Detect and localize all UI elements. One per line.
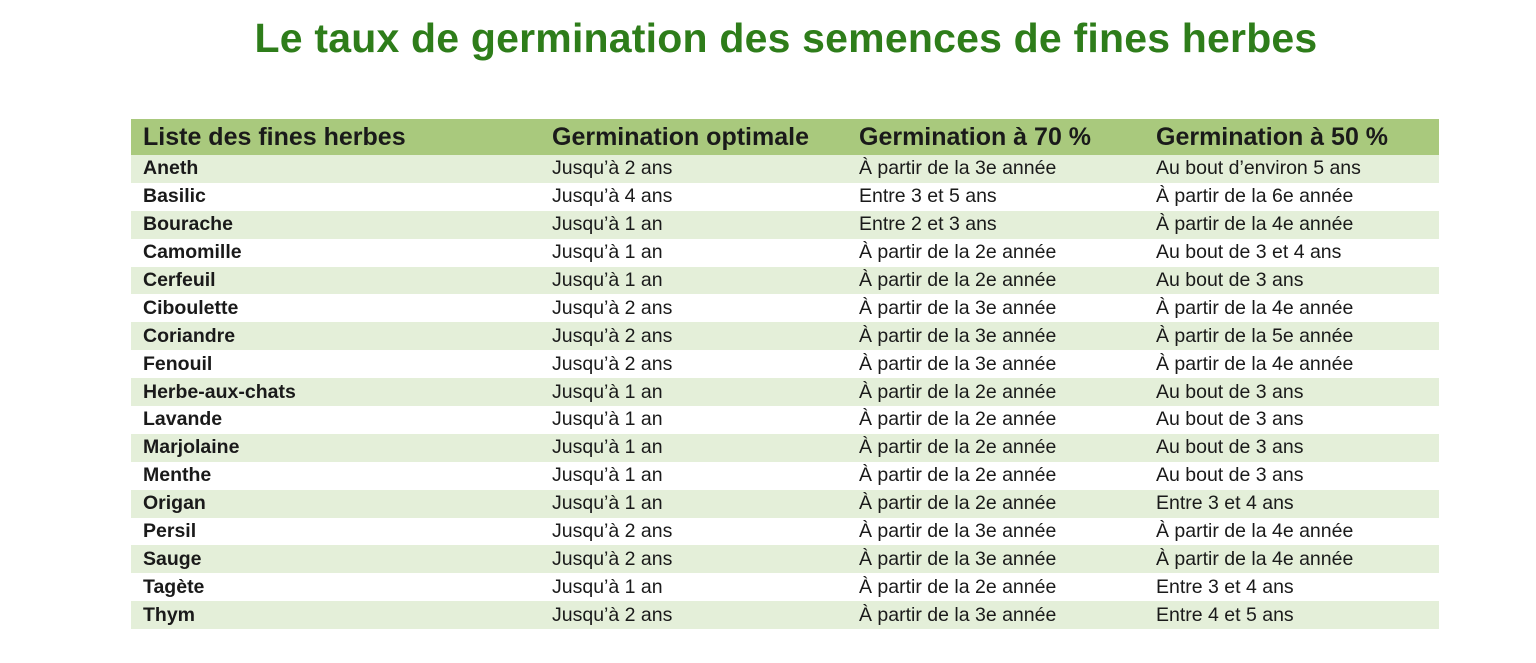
germination-70-cell: À partir de la 2e année: [859, 492, 1057, 515]
germination-70-cell: À partir de la 3e année: [859, 324, 1057, 347]
column-header-70: Germination à 70 %: [859, 122, 1092, 151]
germination-50-cell: Au bout de 3 ans: [1156, 408, 1304, 431]
table-row: [131, 518, 1439, 546]
herb-name-cell: Basilic: [143, 185, 206, 208]
table-row: [131, 155, 1439, 183]
germination-50-cell: À partir de la 6e année: [1156, 185, 1354, 208]
table-row: [131, 378, 1439, 406]
herb-name-cell: Camomille: [143, 241, 242, 264]
optimal-germination-cell: Jusqu’à 2 ans: [552, 520, 673, 543]
germination-50-cell: Entre 4 et 5 ans: [1156, 603, 1294, 626]
herb-name-cell: Tagète: [143, 575, 205, 598]
herb-name-cell: Herbe-aux-chats: [143, 380, 296, 403]
optimal-germination-cell: Jusqu’à 1 an: [552, 492, 663, 515]
optimal-germination-cell: Jusqu’à 2 ans: [552, 352, 673, 375]
table-row: [131, 462, 1439, 490]
column-header-herb: Liste des fines herbes: [143, 122, 406, 151]
optimal-germination-cell: Jusqu’à 1 an: [552, 269, 663, 291]
germination-50-cell: À partir de la 4e année: [1156, 352, 1354, 375]
table-row: [131, 545, 1439, 573]
germination-70-cell: À partir de la 3e année: [859, 352, 1057, 375]
table-row: [131, 406, 1439, 434]
germination-50-cell: À partir de la 4e année: [1156, 520, 1354, 543]
germination-70-cell: À partir de la 2e année: [859, 464, 1057, 487]
table-row: [131, 434, 1439, 462]
herb-name-cell: Aneth: [143, 157, 199, 180]
germination-70-cell: À partir de la 3e année: [859, 296, 1057, 319]
germination-50-cell: Au bout de 3 ans: [1156, 464, 1304, 487]
herb-name-cell: Menthe: [143, 464, 212, 487]
herb-name-cell: Marjolaine: [143, 436, 240, 459]
table-row: [131, 573, 1439, 601]
herb-name-cell: Bourache: [143, 213, 233, 236]
germination-70-cell: À partir de la 2e année: [859, 241, 1057, 264]
herb-name-cell: Cerfeuil: [143, 269, 216, 291]
optimal-germination-cell: Jusqu’à 1 an: [552, 575, 663, 598]
germination-70-cell: À partir de la 3e année: [859, 157, 1057, 180]
column-header-50: Germination à 50 %: [1156, 122, 1389, 151]
table-body: [131, 155, 1439, 629]
optimal-germination-cell: Jusqu’à 1 an: [552, 380, 663, 403]
optimal-germination-cell: Jusqu’à 1 an: [552, 213, 663, 236]
herb-name-cell: Lavande: [143, 408, 223, 431]
herb-name-cell: Sauge: [143, 547, 202, 570]
table-header: [131, 119, 1439, 155]
germination-50-cell: Entre 3 et 4 ans: [1156, 492, 1294, 515]
germination-70-cell: À partir de la 2e année: [859, 408, 1057, 431]
germination-70-cell: À partir de la 2e année: [859, 575, 1057, 598]
germination-70-cell: À partir de la 2e année: [859, 269, 1057, 291]
germination-50-cell: Au bout d’environ 5 ans: [1156, 157, 1361, 180]
table-row: [131, 239, 1439, 267]
germination-70-cell: À partir de la 3e année: [859, 547, 1057, 570]
herb-name-cell: Origan: [143, 492, 206, 515]
germination-50-cell: Au bout de 3 ans: [1156, 436, 1304, 459]
optimal-germination-cell: Jusqu’à 2 ans: [552, 296, 673, 319]
germination-70-cell: À partir de la 2e année: [859, 436, 1057, 459]
herb-name-cell: Coriandre: [143, 324, 236, 347]
table-row: [131, 350, 1439, 378]
herb-name-cell: Fenouil: [143, 352, 213, 375]
herb-name-cell: Persil: [143, 520, 197, 543]
germination-50-cell: À partir de la 4e année: [1156, 296, 1354, 319]
germination-70-cell: À partir de la 3e année: [859, 603, 1057, 626]
germination-50-cell: À partir de la 5e année: [1156, 324, 1354, 347]
table-row: [131, 322, 1439, 350]
table-row: [131, 601, 1439, 629]
column-header-optimal: Germination optimale: [552, 122, 809, 151]
page-title: Le taux de germination des semences de fines herbes: [254, 15, 1318, 61]
table-row: [131, 294, 1439, 322]
optimal-germination-cell: Jusqu’à 4 ans: [552, 185, 673, 208]
optimal-germination-cell: Jusqu’à 1 an: [552, 241, 663, 264]
germination-50-cell: À partir de la 4e année: [1156, 547, 1354, 570]
optimal-germination-cell: Jusqu’à 2 ans: [552, 157, 673, 180]
optimal-germination-cell: Jusqu’à 1 an: [552, 408, 663, 431]
germination-70-cell: Entre 3 et 5 ans: [859, 185, 997, 208]
optimal-germination-cell: Jusqu’à 1 an: [552, 464, 663, 487]
germination-table-container: [131, 119, 1439, 629]
table-row: [131, 267, 1439, 295]
table-row: [131, 211, 1439, 239]
optimal-germination-cell: Jusqu’à 2 ans: [552, 603, 673, 626]
herb-name-cell: Thym: [143, 603, 196, 626]
herb-name-cell: Ciboulette: [143, 296, 239, 319]
germination-70-cell: Entre 2 et 3 ans: [859, 213, 997, 236]
germination-50-cell: Au bout de 3 ans: [1156, 269, 1304, 291]
germination-50-cell: À partir de la 4e année: [1156, 213, 1354, 236]
optimal-germination-cell: Jusqu’à 2 ans: [552, 547, 673, 570]
optimal-germination-cell: Jusqu’à 2 ans: [552, 324, 673, 347]
germination-50-cell: Au bout de 3 ans: [1156, 380, 1304, 403]
germination-table: [131, 119, 1439, 629]
optimal-germination-cell: Jusqu’à 1 an: [552, 436, 663, 459]
germination-70-cell: À partir de la 2e année: [859, 380, 1057, 403]
germination-70-cell: À partir de la 3e année: [859, 520, 1057, 543]
germination-50-cell: Entre 3 et 4 ans: [1156, 575, 1294, 598]
table-header-row: [131, 119, 1439, 155]
table-row: [131, 183, 1439, 211]
germination-50-cell: Au bout de 3 et 4 ans: [1156, 241, 1342, 264]
table-row: [131, 490, 1439, 518]
